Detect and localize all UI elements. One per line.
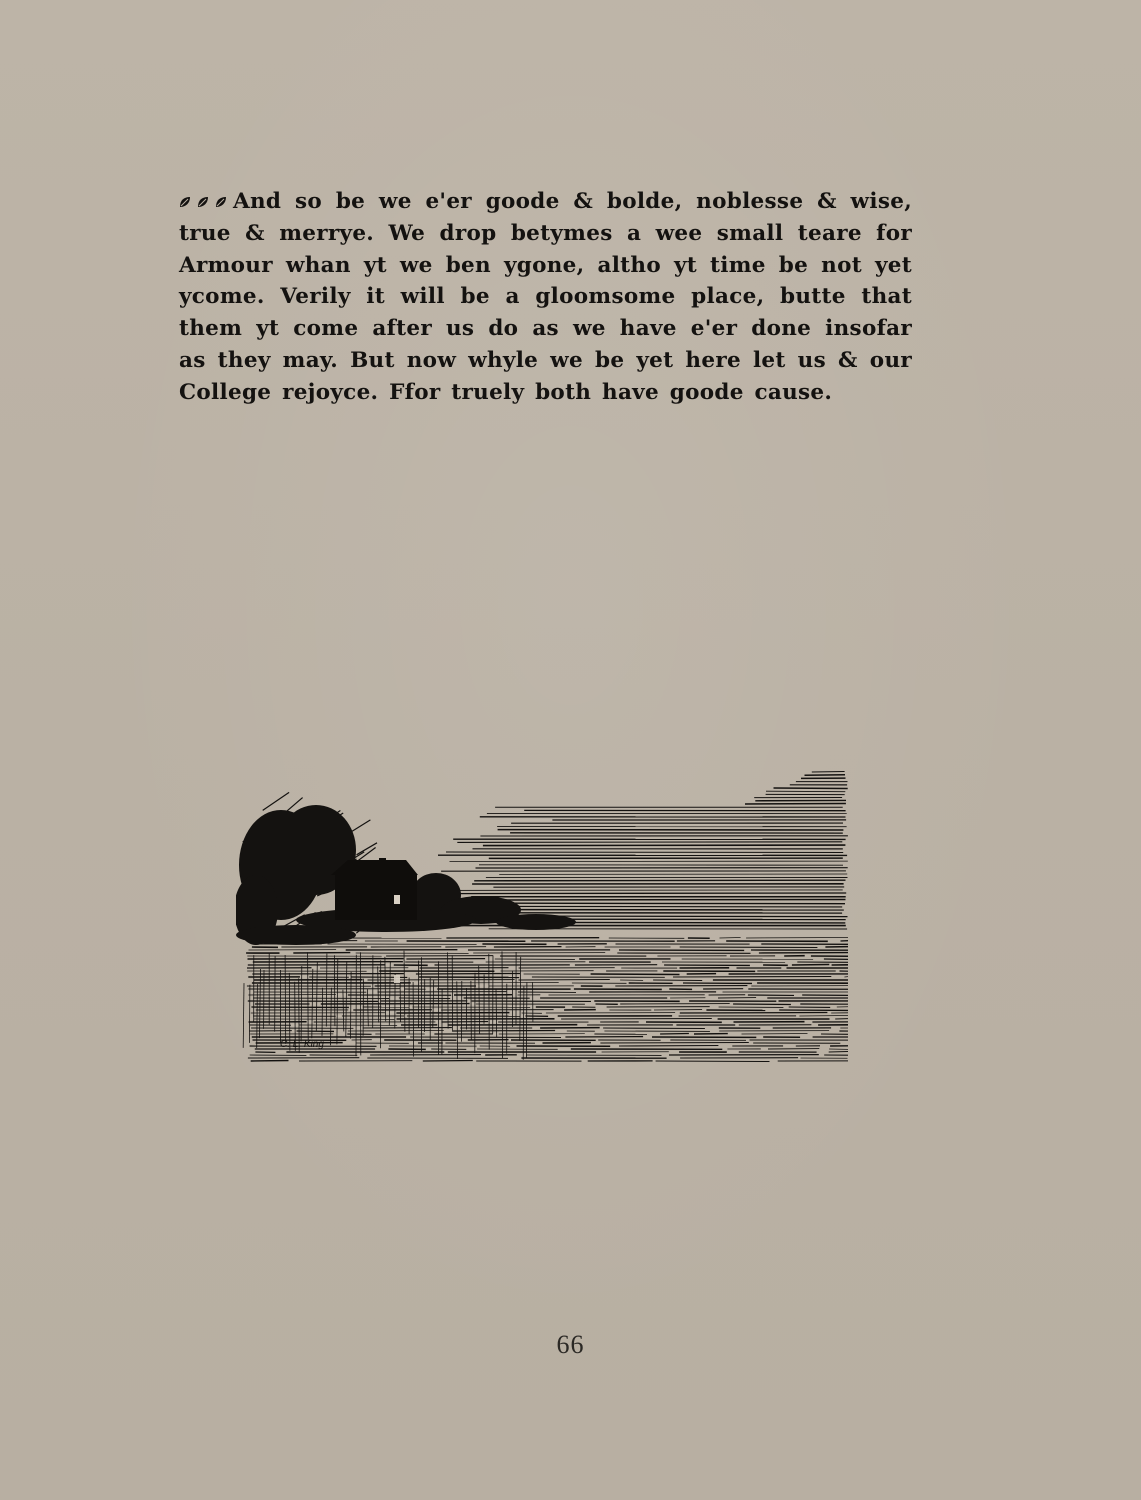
leaf-ornament-icon	[179, 196, 191, 208]
paragraph-text: And so be we e'er goode & bolde, noblesse & wise, true & merrye. We drop betymes a wee small teare for Armour whan yt we ben ygone, altho yt time be not yet ycome. Verily it will be a gloomsome place, butte that them yt come after us do as we have e'er done insofar as they may. But now whyle we be yet here let us & our College rejoyce. Ffor truely both have goode cause.	[179, 189, 912, 405]
page-number: 66	[556, 1330, 585, 1359]
body-paragraph	[179, 186, 912, 409]
leaf-ornament-icon	[197, 196, 209, 208]
leaf-ornament-icon	[215, 196, 227, 208]
illustration-signature: C. L. King	[280, 1039, 324, 1050]
lakeside-cottage-illustration	[236, 770, 852, 1070]
